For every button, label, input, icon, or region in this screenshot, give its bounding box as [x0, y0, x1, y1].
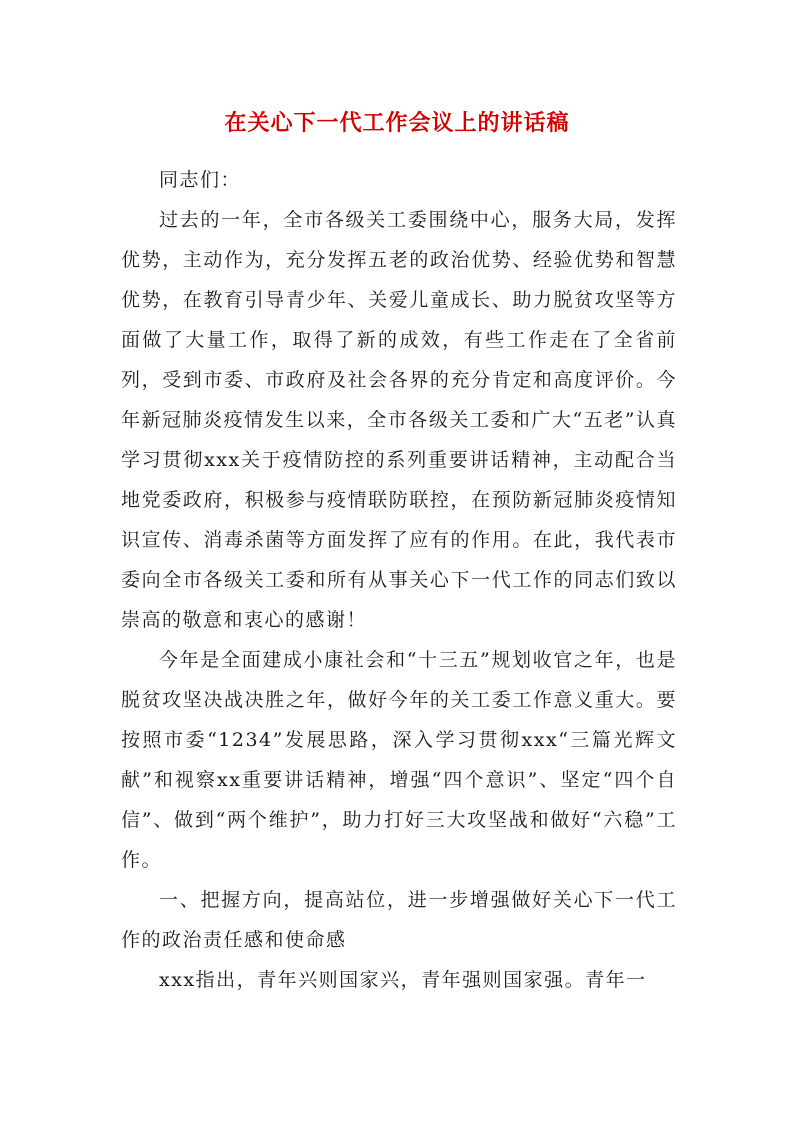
document-body — [121, 160, 677, 1000]
section-heading-1: 一、把握方向，提高站位，进一步增强做好关心下一代工作的政治责任感和使命感 — [121, 889, 677, 951]
document-title: 在关心下一代工作会议上的讲话稿 — [224, 110, 570, 136]
paragraph-3: xxx指出，青年兴则国家兴，青年强则国家强。青年一 — [159, 969, 647, 991]
salutation: 同志们： — [159, 169, 242, 191]
paragraph-2: 今年是全面建成小康社会和“十三五”规划收官之年，也是脱贫攻坚决战决胜之年，做好今年的关工委工作意义重大。要按照市委“1234”发展思路，深入学习贯彻xxx“三篇光辉文献”和视察xx重要讲话精神，增强“四个意识”、坚定“四个自信”、做到“两个维护”，助力打好三大攻坚战和做好“六稳”工作。 — [121, 649, 677, 871]
paragraph-1: 过去的一年，全市各级关工委围绕中心，服务大局，发挥优势，主动作为，充分发挥五老的政治优势、经验优势和智慧优势，在教育引导青少年、关爱儿童成长、助力脱贫攻坚等方面做了大量工作，取得了新的成效，有些工作走在了全省前列，受到市委、市政府及社会各界的充分肯定和高度评价。今年新冠肺炎疫情发生以来，全市各级关工委和广大“五老”认真学习贯彻xxx关于疫情防控的系列重要讲话精神，主动配合当地党委政府，积极参与疫情联防联控，在预防新冠肺炎疫情知识宣传、消毒杀菌等方面发挥了应有的作用。在此，我代表市委向全市各级关工委和所有从事关心下一代工作的同志们致以崇高的敬意和衷心的感谢！ — [121, 209, 677, 631]
